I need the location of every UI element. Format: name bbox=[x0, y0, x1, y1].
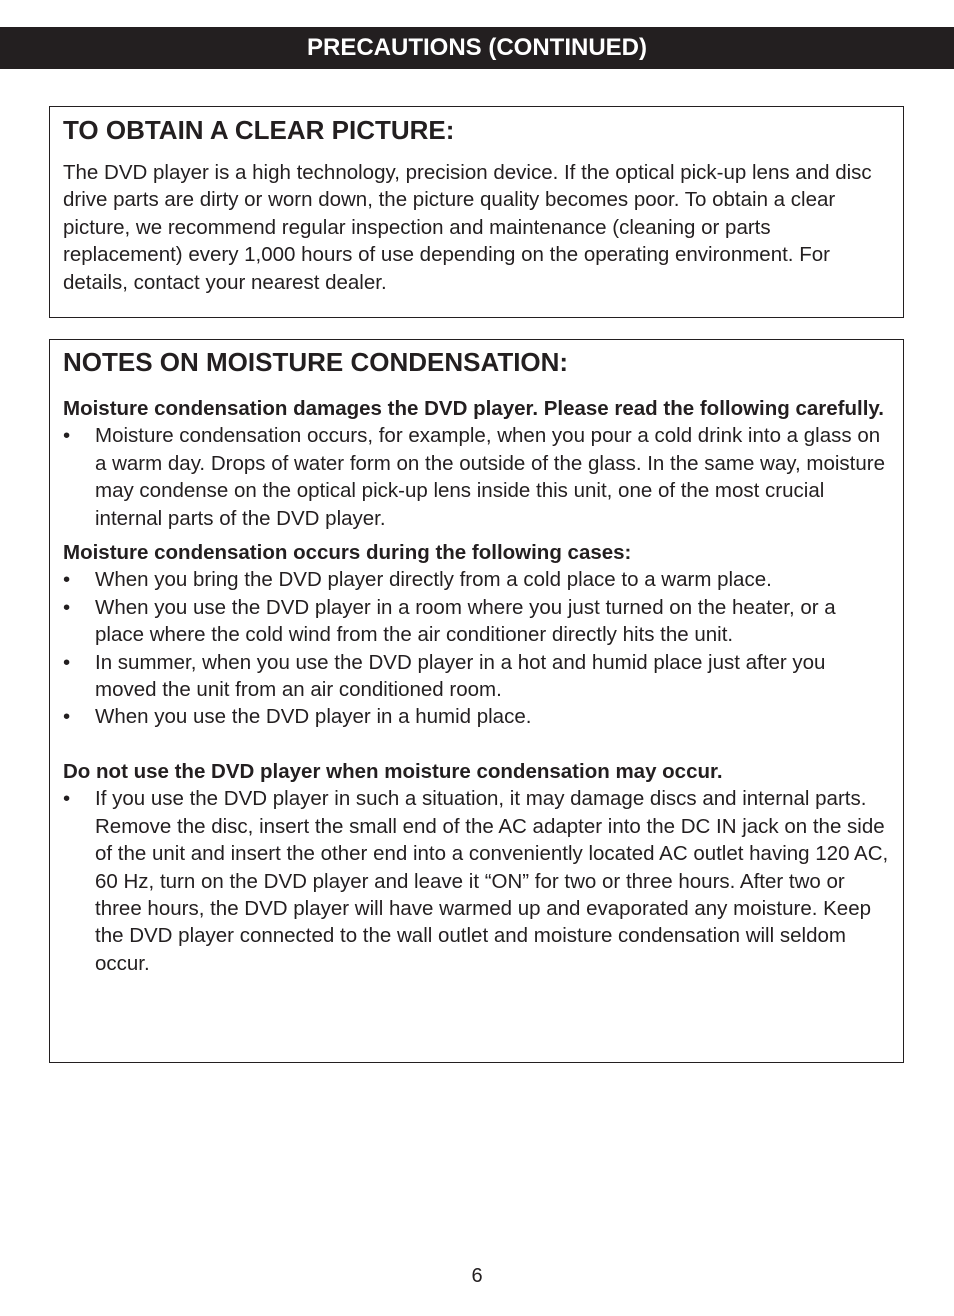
clear-picture-title: TO OBTAIN A CLEAR PICTURE: bbox=[63, 115, 455, 145]
list-item bbox=[63, 785, 890, 977]
bullet-icon: • bbox=[63, 595, 71, 619]
cases-heading: Moisture condensation occurs during the following cases: bbox=[63, 541, 632, 565]
bullet-icon: • bbox=[63, 650, 71, 674]
moisture-section bbox=[49, 339, 904, 1063]
list-item-text: Moisture condensation occurs, for example, when you pour a cold drink into a glass on a warm day. Drops of water form on the outside of the glass. In the same way, moisture may condense on the optical pick-up lens inside this unit, one of the most crucial internal parts of the DVD player. bbox=[95, 424, 885, 530]
bullet-icon: • bbox=[63, 424, 71, 448]
bullet-icon: • bbox=[63, 568, 71, 592]
page-number: 6 bbox=[471, 1265, 483, 1287]
moisture-title: NOTES ON MOISTURE CONDENSATION: bbox=[63, 347, 569, 377]
list-item bbox=[63, 703, 890, 730]
moisture-explanation-list bbox=[63, 422, 890, 532]
list-item-text: When you use the DVD player in a room where you just turned on the heater, or a place where the cold wind from the air conditioner directly hits the unit. bbox=[95, 595, 836, 647]
list-item-text: When you use the DVD player in a humid place. bbox=[95, 705, 532, 729]
clear-picture-body: The DVD player is a high technology, precision device. If the optical pick-up lens and disc drive parts are dirty or worn down, the picture quality becomes poor. To obtain a clear picture, we recommend regular inspection and maintenance (cleaning or parts replacement) every 1,000 hours of use depending on the operating environment. For details, contact your nearest dealer. bbox=[63, 161, 872, 294]
list-item bbox=[63, 566, 890, 593]
list-item-text: In summer, when you use the DVD player in a hot and humid place just after you moved the unit from an air conditioned room. bbox=[95, 650, 826, 702]
moisture-intro: Moisture condensation damages the DVD player. Please read the following carefully. bbox=[63, 397, 884, 420]
page-header bbox=[0, 27, 954, 69]
list-item-text: If you use the DVD player in such a situation, it may damage discs and internal parts. Remove the disc, insert the small end of the AC adapter into the DC IN jack on the side of the unit and insert the other end into a conveniently located AC outlet having 120 AC, 60 Hz, turn on the DVD player and leave it “ON” for two or three hours. After two or three hours, the DVD player will have warmed up and evaporated any moisture. Keep the DVD player connected to the wall outlet and moisture condensation will seldom occur. bbox=[95, 787, 889, 975]
warning-list bbox=[63, 785, 890, 977]
cases-list bbox=[63, 566, 890, 730]
list-item bbox=[63, 422, 890, 532]
bullet-icon: • bbox=[63, 787, 71, 811]
list-item bbox=[63, 594, 890, 649]
list-item-text: When you bring the DVD player directly from a cold place to a warm place. bbox=[95, 568, 772, 592]
page-header-title: PRECAUTIONS (CONTINUED) bbox=[307, 34, 647, 61]
bullet-icon: • bbox=[63, 705, 71, 729]
warning-heading: Do not use the DVD player when moisture condensation may occur. bbox=[63, 759, 723, 783]
list-item bbox=[63, 649, 890, 704]
clear-picture-section bbox=[49, 106, 904, 318]
